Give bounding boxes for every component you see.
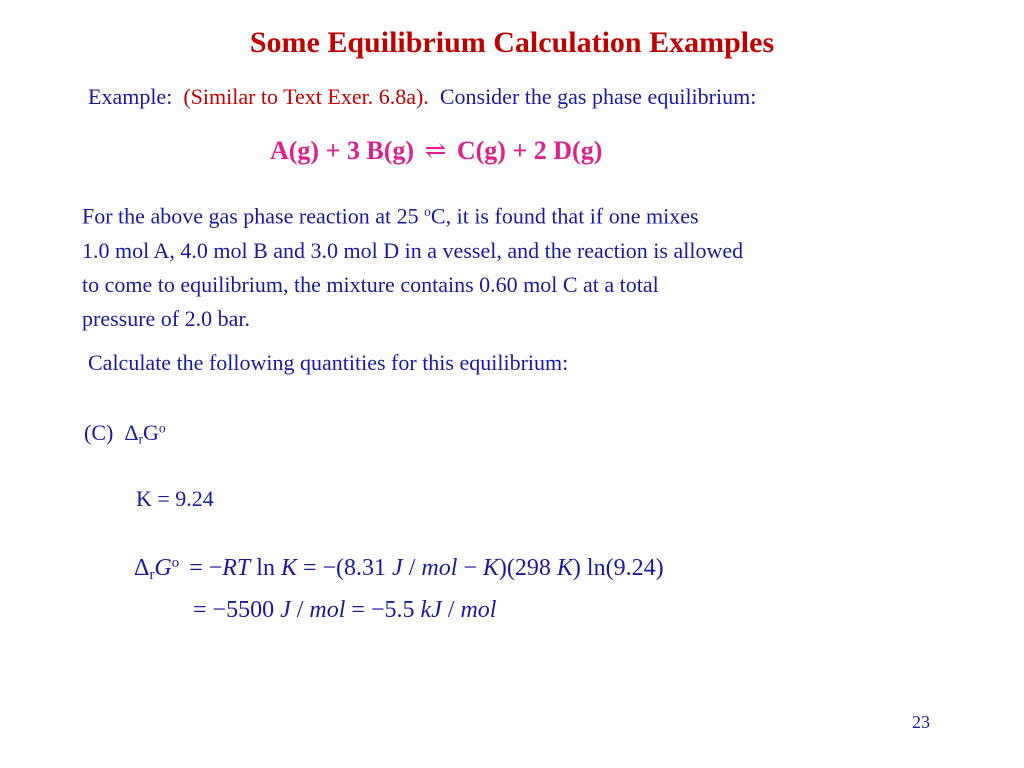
paragraph-line-4: pressure of 2.0 bar. (82, 305, 251, 331)
part-c-heading (84, 420, 166, 447)
eq1-j: J (392, 555, 403, 582)
paragraph-line-1-b: C, it is found that if one mixes (430, 203, 699, 229)
paragraph-line-3: to come to equilibrium, the mixture contains 0.60 mol C at a total (82, 271, 659, 297)
eq1-delta: Δ (134, 555, 150, 582)
k-value: K = 9.24 (136, 486, 214, 511)
eq1-rt: RT (222, 555, 251, 582)
equilibrium-arrow-icon: ⇌ (424, 136, 447, 165)
eq1-part-6: )(298 (498, 555, 551, 582)
eq1-superscript: o (171, 555, 180, 571)
eq2-kj: kJ (420, 597, 442, 623)
eq2-part-1: = −5500 (193, 597, 275, 623)
gibbs-symbol: G (143, 420, 159, 445)
paragraph-line-1 (82, 195, 962, 234)
eq1-subscript: r (149, 566, 155, 583)
calculate-instruction: Calculate the following quantities for this equilibrium: (88, 350, 569, 375)
delta-symbol: Δ (124, 420, 139, 445)
eq2-part-3: = −5.5 (345, 597, 415, 623)
eq1-g: G (154, 555, 172, 582)
part-label: (C) (84, 420, 114, 445)
eq1-part-1: = − (189, 555, 223, 582)
eq1-k: K (280, 555, 297, 582)
eq2-j: J (280, 597, 291, 623)
eq1-mol: mol (421, 555, 458, 582)
delta-subscript: r (138, 431, 144, 447)
standard-superscript: o (158, 420, 166, 436)
reaction-reactants: A(g) + 3 B(g) (270, 136, 415, 165)
reaction-products: C(g) + 2 D(g) (456, 136, 603, 165)
paragraph-line-2: 1.0 mol A, 4.0 mol B and 3.0 mol D in a vessel, and the reaction is allowed (82, 237, 744, 263)
degree-superscript: o (424, 204, 431, 219)
eq2-part-4: / (441, 597, 461, 623)
reaction-equation (270, 136, 602, 166)
eq1-part-5: − (457, 555, 483, 582)
eq2-part-2: / (290, 597, 310, 623)
eq1-k3: K (556, 555, 573, 582)
example-label: Example: (88, 84, 173, 109)
eq1-k2: K (482, 555, 499, 582)
page-number: 23 (912, 712, 930, 732)
example-line (88, 84, 756, 110)
eq1-part-7: ) ln(9.24) (572, 555, 664, 582)
eq1-part-3: = −(8.31 (296, 555, 387, 582)
slide-title: Some Equilibrium Calculation Examples (249, 26, 775, 59)
problem-paragraph (82, 195, 962, 336)
example-reference: (Similar to Text Exer. 6.8a). (183, 84, 429, 109)
gibbs-equation-line-1 (134, 555, 664, 584)
eq2-mol2: mol (460, 597, 497, 623)
eq1-part-2: ln (250, 555, 281, 582)
eq2-mol: mol (309, 597, 346, 623)
paragraph-line-1-a: For the above gas phase reaction at 25 (82, 203, 425, 229)
gibbs-equation-line-2 (193, 597, 496, 624)
eq1-part-4: / (402, 555, 422, 582)
example-text: Consider the gas phase equilibrium: (439, 84, 757, 109)
